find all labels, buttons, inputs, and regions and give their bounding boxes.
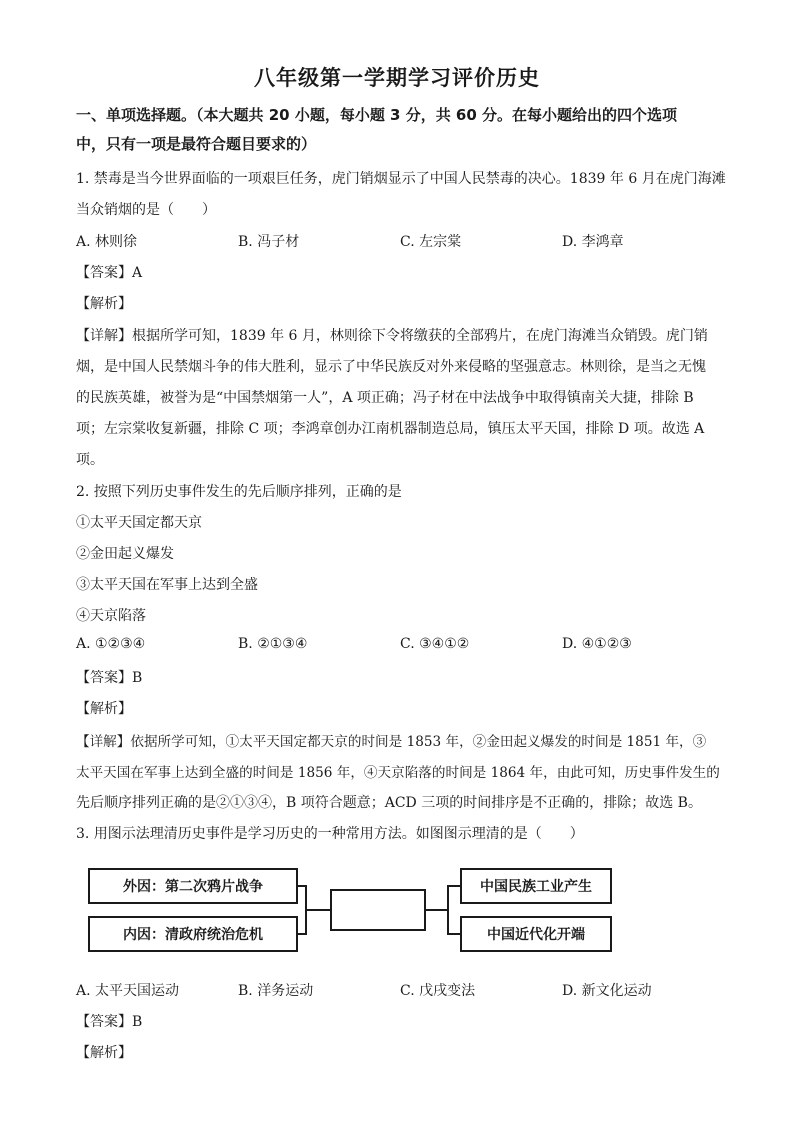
q2-event-3: ③太平天国在军事上达到全盛: [76, 577, 258, 593]
q3-option-d: D. 新文化运动: [562, 983, 652, 999]
diagram-result-box-2: 中国近代化开端: [460, 916, 612, 952]
diagram-internal-cause-box: 内因：清政府统治危机: [88, 916, 298, 952]
q2-option-d: D. ④①②③: [562, 636, 632, 652]
q3-stem: 3. 用图示法理清历史事件是学习历史的一种常用方法。如图图示理清的是（ ）: [76, 826, 584, 842]
diagram-connector: [448, 933, 460, 935]
section-heading-line-2: 中，只有一项是最符合题目要求的）: [76, 135, 317, 153]
q3-cause-effect-diagram: [88, 862, 618, 962]
q1-option-a: A. 林则徐: [76, 234, 138, 250]
q2-answer: 【答案】B: [76, 670, 143, 686]
q2-option-b: B. ②①③④: [238, 636, 308, 652]
q1-detail-line-2: 烟，是中国人民禁烟斗争的伟大胜利，显示了中华民族反对外来侵略的坚强意志。林则徐，是当之无愧: [76, 359, 706, 375]
q1-stem-line-2: 当众销烟的是（ ）: [76, 202, 216, 218]
q1-analysis-label: 【解析】: [76, 296, 132, 312]
q3-option-c: C. 戊戌变法: [400, 983, 476, 999]
q1-option-d: D. 李鸿章: [562, 234, 624, 250]
q2-option-a: A. ①②③④: [76, 636, 146, 652]
diagram-connector: [447, 885, 449, 935]
q2-stem: 2. 按照下列历史事件发生的先后顺序排列，正确的是: [76, 484, 402, 500]
q2-event-1: ①太平天国定都天京: [76, 515, 202, 531]
q2-detail-line-3: 先后顺序排列正确的是②①③④，B 项符合题意；ACD 三项的时间排序是不正确的，排除；故选 B。: [76, 795, 702, 811]
q3-analysis-label: 【解析】: [76, 1045, 132, 1061]
q1-answer: 【答案】A: [76, 265, 143, 281]
q1-detail-line-4: 项；左宗棠收复新疆，排除 C 项；李鸿章创办江南机器制造总局，镇压太平天国，排除 D 项。故选 A: [76, 421, 705, 437]
q1-detail-line-3: 的民族英雄，被誉为是“中国禁烟第一人”，A 项正确；冯子材在中法战争中取得镇南关大捷，排除 B: [76, 390, 694, 406]
q1-option-c: C. 左宗棠: [400, 234, 462, 250]
q2-detail-line-2: 太平天国在军事上达到全盛的时间是 1856 年，④天京陷落的时间是 1864 年，由此可知，历史事件发生的: [76, 765, 720, 781]
section-heading-line-1: 一、单项选择题。（本大题共 20 小题，每小题 3 分，共 60 分。在每小题给出的四个选项: [76, 106, 678, 124]
q1-option-b: B. 冯子材: [238, 234, 300, 250]
q2-event-2: ②金田起义爆发: [76, 546, 174, 562]
q3-option-a: A. 太平天国运动: [76, 983, 180, 999]
q2-option-c: C. ③④①②: [400, 636, 470, 652]
q2-detail-line-1: 【详解】依据所学可知，①太平天国定都天京的时间是 1853 年，②金田起义爆发的时间是 1851 年，③: [76, 734, 707, 750]
diagram-connector: [448, 885, 460, 887]
q1-detail-line-5: 项。: [76, 452, 104, 468]
diagram-result-box-1: 中国民族工业产生: [460, 868, 612, 904]
q3-answer: 【答案】B: [76, 1014, 143, 1030]
diagram-external-cause-box: 外因：第二次鸦片战争: [88, 868, 298, 904]
page-title: 八年级第一学期学习评价历史: [254, 66, 540, 90]
diagram-blank-center-box: [330, 889, 426, 931]
q2-event-4: ④天京陷落: [76, 608, 146, 624]
q3-option-b: B. 洋务运动: [238, 983, 314, 999]
diagram-connector: [306, 909, 330, 911]
q1-stem-line-1: 1. 禁毒是当今世界面临的一项艰巨任务，虎门销烟显示了中国人民禁毒的决心。1839 年 6 月在虎门海滩: [76, 171, 726, 187]
q1-detail-line-1: 【详解】根据所学可知，1839 年 6 月，林则徐下令将缴获的全部鸦片，在虎门海滩当众销毁。虎门销: [76, 328, 708, 344]
diagram-connector: [426, 909, 448, 911]
q2-analysis-label: 【解析】: [76, 701, 132, 717]
